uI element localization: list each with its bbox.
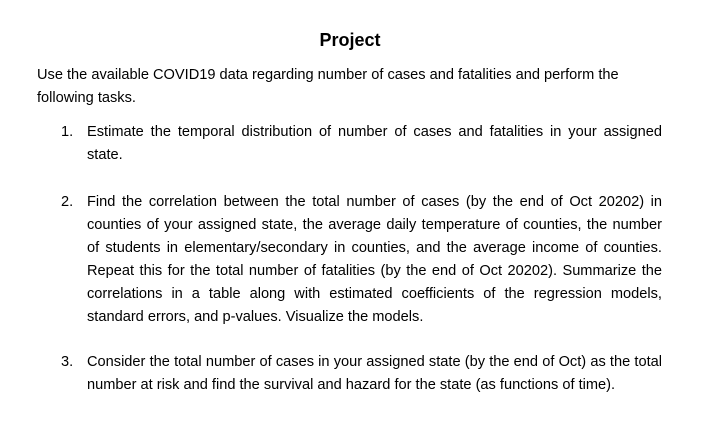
task-text: Estimate the temporal distribution of number of cases and fatalities in your assigned state.: [87, 124, 662, 163]
intro-paragraph: Use the available COVID19 data regarding number of cases and fatalities and perform the following tasks.: [37, 67, 619, 106]
task-number: 1.: [61, 124, 74, 140]
task-text: Find the correlation between the total number of cases (by the end of Oct 20202) in counties of your assigned state, the average daily temperature of counties, the number of students in elementary/secondary in counties, and the average income of counties. Repeat this for the total number of fatalities (by the end of Oct 20202). Summarize the correlations in a table along with estimated coefficients of the regression models, standard errors, and p-values. Visualize the models.: [87, 194, 662, 325]
task-number: 3.: [61, 354, 74, 370]
task-number: 2.: [61, 194, 74, 210]
page-title: Project: [319, 30, 381, 50]
task-text: Consider the total number of cases in your assigned state (by the end of Oct) as the total number at risk and find the survival and hazard for the state (as functions of time).: [87, 354, 662, 393]
